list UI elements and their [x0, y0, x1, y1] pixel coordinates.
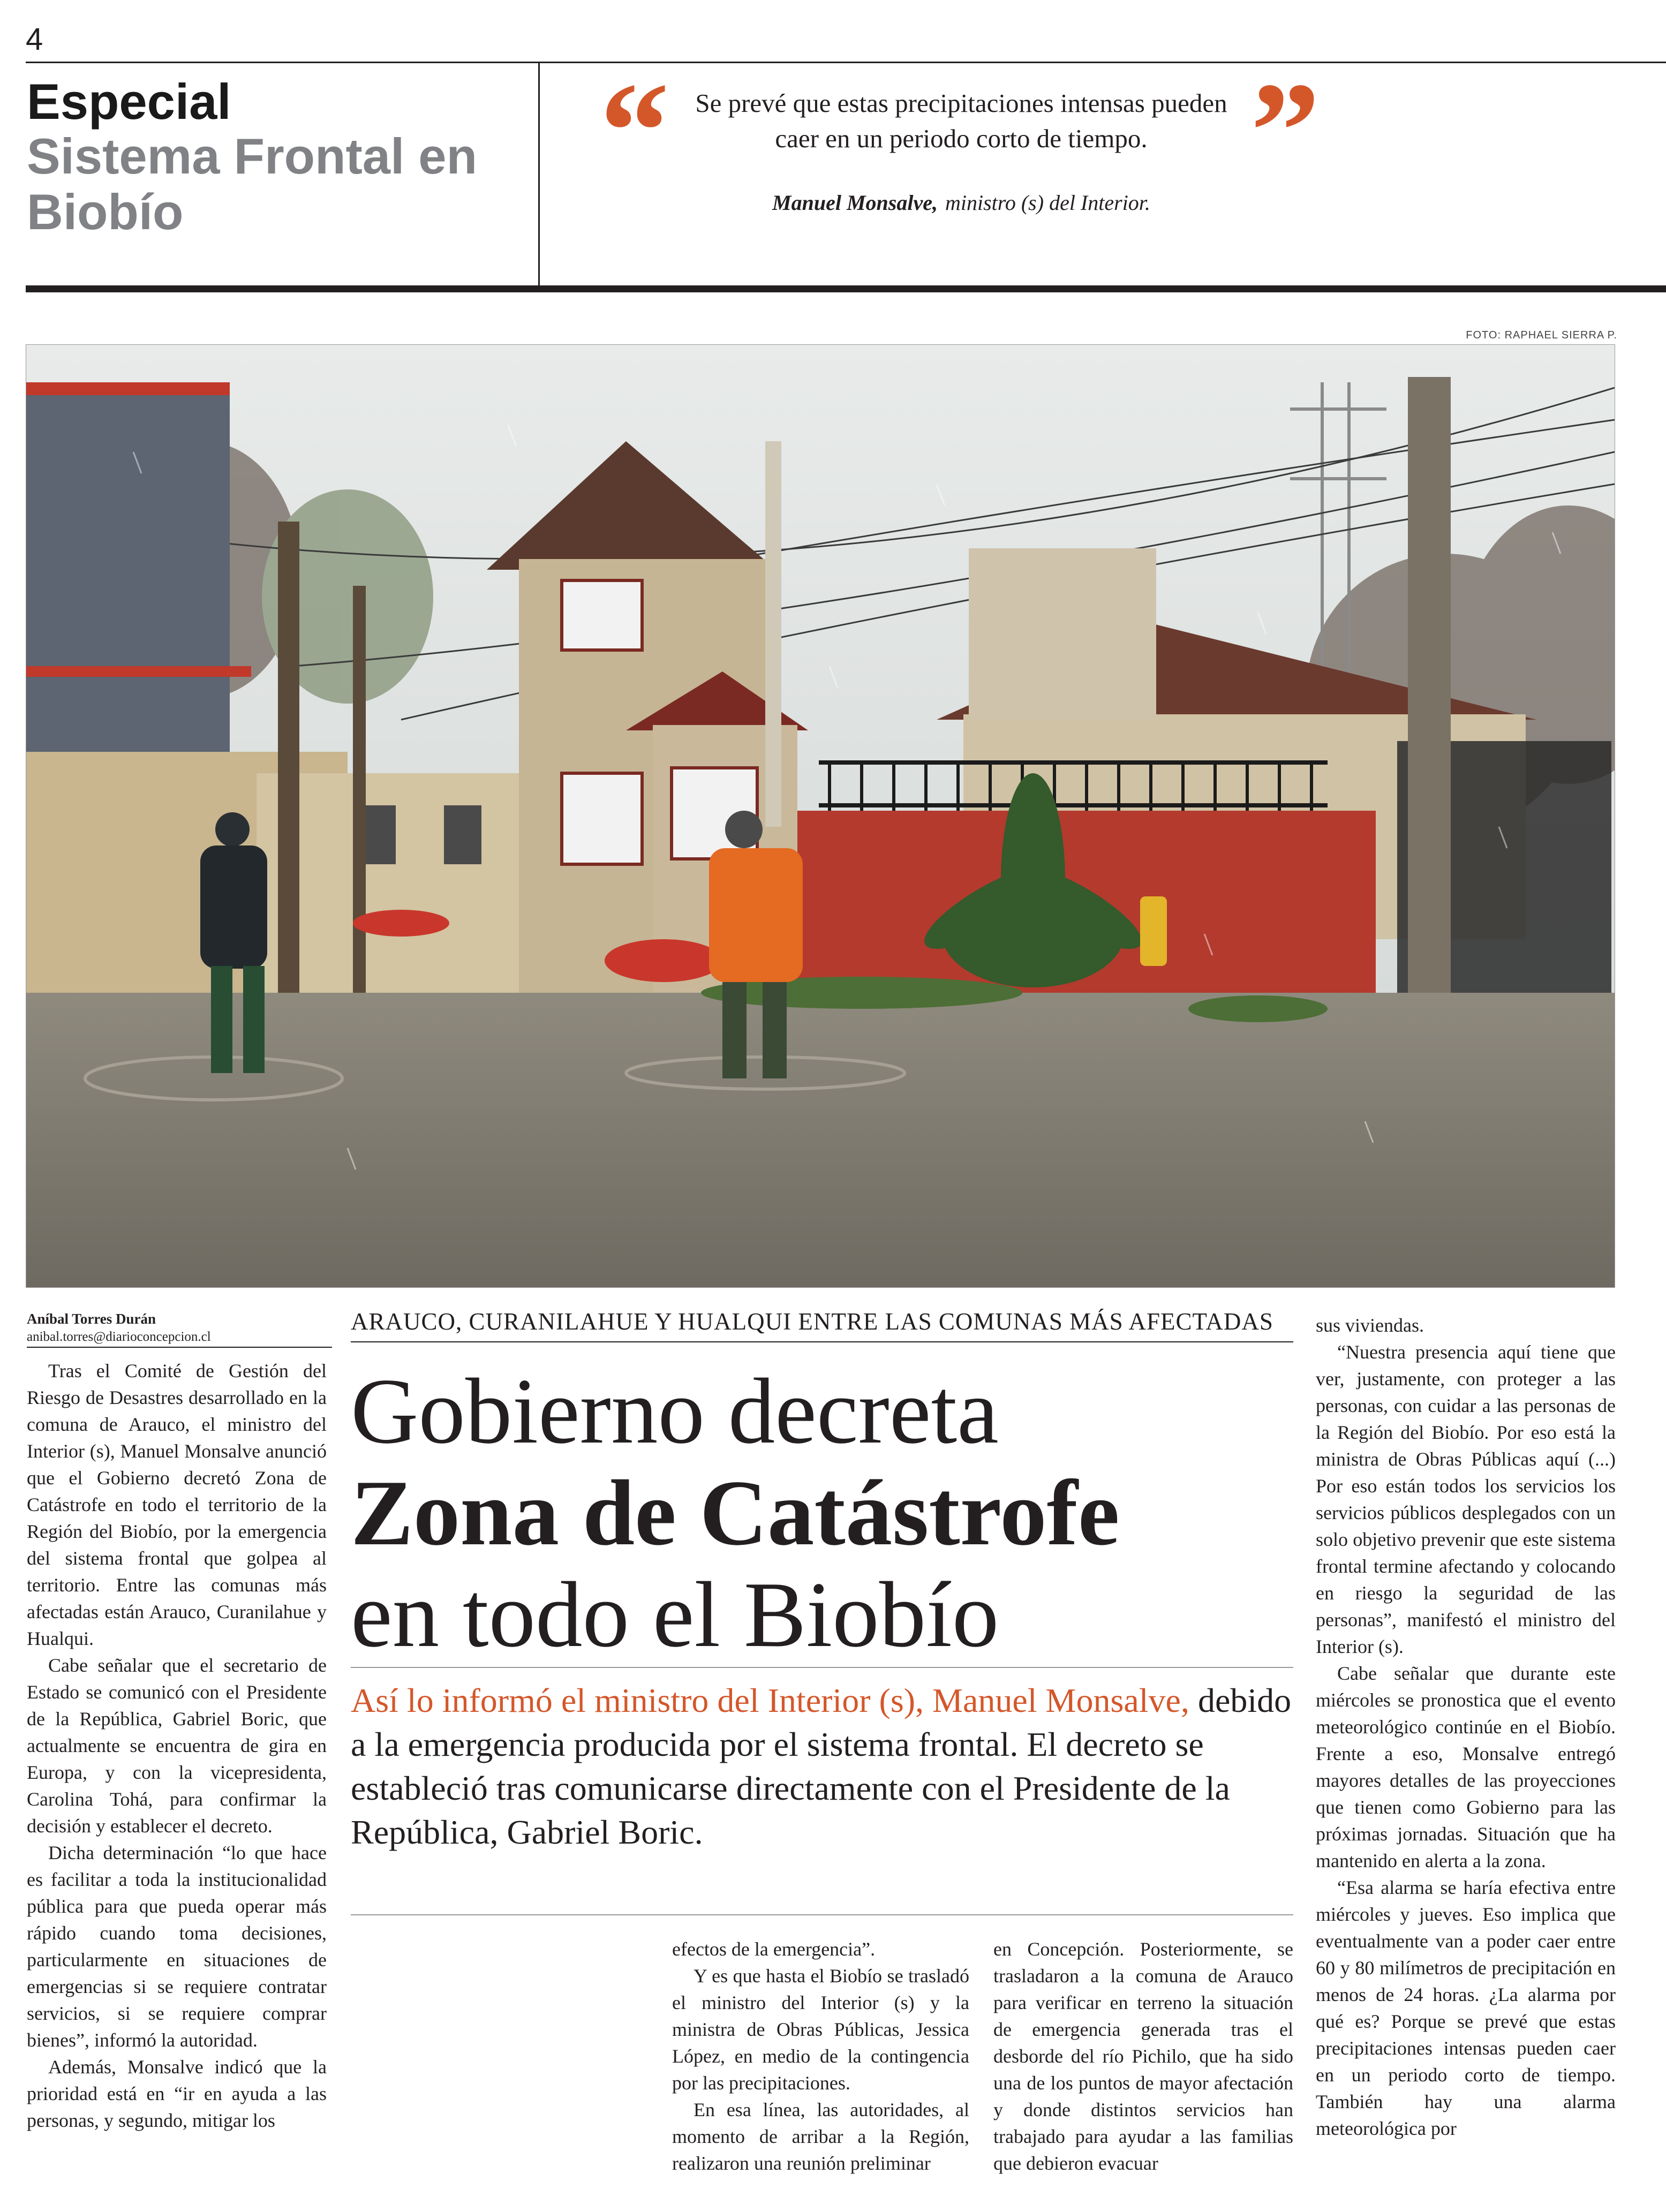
deck-body: debido a la emergencia producida por el sistema frontal. El decreto se estableció tras comunicarse directamente con el Presidente de la República, Gabriel Boric.: [351, 1681, 1292, 1851]
deck-lead: Así lo informó el ministro del Interior (s), Manuel Monsalve,: [351, 1681, 1189, 1719]
headline-line-3: en todo el Biobío: [351, 1562, 999, 1666]
paragraph: Cabe señalar que durante este miércoles se pronostica que el evento meteorológico continúe en el Biobío. Frente a eso, Monsalve entregó mayores detalles de las proyecciones que tienen como Gobierno para las próximas jornadas. Situación que ha mantenido en alerta a la zona.: [1316, 1663, 1616, 1871]
quote-author: Manuel Monsalve,: [772, 191, 938, 215]
byline-rule: [27, 1347, 332, 1348]
paragraph: Dicha determinación “lo que hace es facilitar a toda la institucionalidad pública para que pueda operar más rápido cuando toma decisiones, particularmente en situaciones de emergencias si se requiere contratar servicios, si se requiere comprar bienes”, informó la autoridad.: [27, 1842, 327, 2051]
top-rule: [26, 62, 1666, 63]
flood-scene-illustration: [26, 345, 1615, 1287]
article-column-2: [672, 1936, 969, 2177]
article-column-3: [993, 1936, 1293, 2177]
page-number: 4: [26, 22, 43, 57]
close-quote-icon: ”: [1250, 54, 1320, 208]
quote-attribution: [680, 190, 1242, 215]
kicker: ARAUCO, CURANILAHUE Y HUALQUI ENTRE LAS COMUNAS MÁS AFECTADAS: [351, 1308, 1273, 1335]
paragraph: En esa línea, las autoridades, al momento de arribar a la Región, realizaron una reunión preliminar: [672, 2099, 969, 2174]
paragraph: efectos de la emergencia”.: [672, 1938, 876, 1960]
main-photo: [26, 344, 1615, 1288]
headline-line-1: Gobierno decreta: [351, 1359, 999, 1463]
paragraph: Tras el Comité de Gestión del Riesgo de Desastres desarrollado en la comuna de Arauco, el ministro del Interior (s), Manuel Monsalve anunció que el Gobierno decretó Zona de Catástrofe en todo el territorio de la Región del Biobío, por la emergencia del sistema frontal que golpea al territorio. Entre las comunas más afectadas están Arauco, Curanilahue y Hualqui.: [27, 1360, 327, 1649]
quote-author-role: ministro (s) del Interior.: [945, 191, 1150, 215]
deck-top-rule: [351, 1667, 1293, 1668]
pull-quote: Se prevé que estas precipitaciones intensas pueden caer en un periodo corto de tiempo.: [695, 88, 1227, 153]
headline-line-2: Zona de Catástrofe: [351, 1461, 1120, 1565]
article-column-4: [1316, 1312, 1616, 2142]
section-label: Especial: [27, 73, 231, 130]
open-quote-icon: “: [600, 54, 669, 208]
photo-credit: FOTO: RAPHAEL SIERRA P.: [1466, 329, 1617, 341]
article-column-1: [27, 1357, 327, 2134]
paragraph: sus viviendas.: [1316, 1315, 1424, 1336]
paragraph: Además, Monsalve indicó que la prioridad está en “ir en ayuda a las personas, y segundo, mitigar los: [27, 2056, 327, 2131]
byline-email: anibal.torres@diarioconcepcion.cl: [27, 1330, 211, 1344]
paragraph: “Nuestra presencia aquí tiene que ver, justamente, con proteger a las personas, con cuidar a las personas de la Región del Biobío. Por eso está la ministra de Obras Públicas aquí (...) Por eso están todos los servicios los servicios públicos desplegados con un solo objetivo prevenir que este sistema frontal termine afectando y colocando en riesgo la seguridad de las personas”, manifestó el ministro del Interior (s).: [1316, 1341, 1616, 1657]
deck: [351, 1679, 1304, 1854]
deck-rule: [351, 1914, 1293, 1915]
byline-name: Aníbal Torres Durán: [27, 1311, 156, 1327]
header-bottom-rule: [26, 285, 1666, 292]
header-divider: [538, 63, 540, 287]
paragraph: “Esa alarma se haría efectiva entre miércoles y jueves. Eso implica que eventualmente van a poder caer entre 60 y 80 milímetros de precipitación en menos de 24 horas. ¿La alarma por qué es? Porque se prevé que estas precipitaciones intensas pueden caer en un periodo corto de tiempo. También hay una alarma meteorológica por: [1316, 1877, 1616, 2139]
section-subtitle: Sistema Frontal en Biobío: [27, 128, 477, 240]
paragraph: Cabe señalar que el secretario de Estado se comunicó con el Presidente de la República, Gabriel Boric, que actualmente se encuentra de gira en Europa, y con la vicepresidenta, Carolina Tohá, para confirmar la decisión y establecer el decreto.: [27, 1655, 327, 1837]
paragraph: Y es que hasta el Biobío se trasladó el ministro del Interior (s) y la ministra de Obras Públicas, Jessica López, en medio de la contingencia por las precipitaciones.: [672, 1965, 969, 2094]
paragraph: en Concepción. Posteriormente, se trasladaron a la comuna de Arauco para verificar en terreno la situación de emergencia generada tras el desborde del río Pichilo, que ha sido una de los puntos de mayor afectación y donde distintos servicios han trabajado para ayudar a las familias que debieron evacuar: [993, 1938, 1293, 2174]
kicker-rule: [351, 1341, 1293, 1342]
